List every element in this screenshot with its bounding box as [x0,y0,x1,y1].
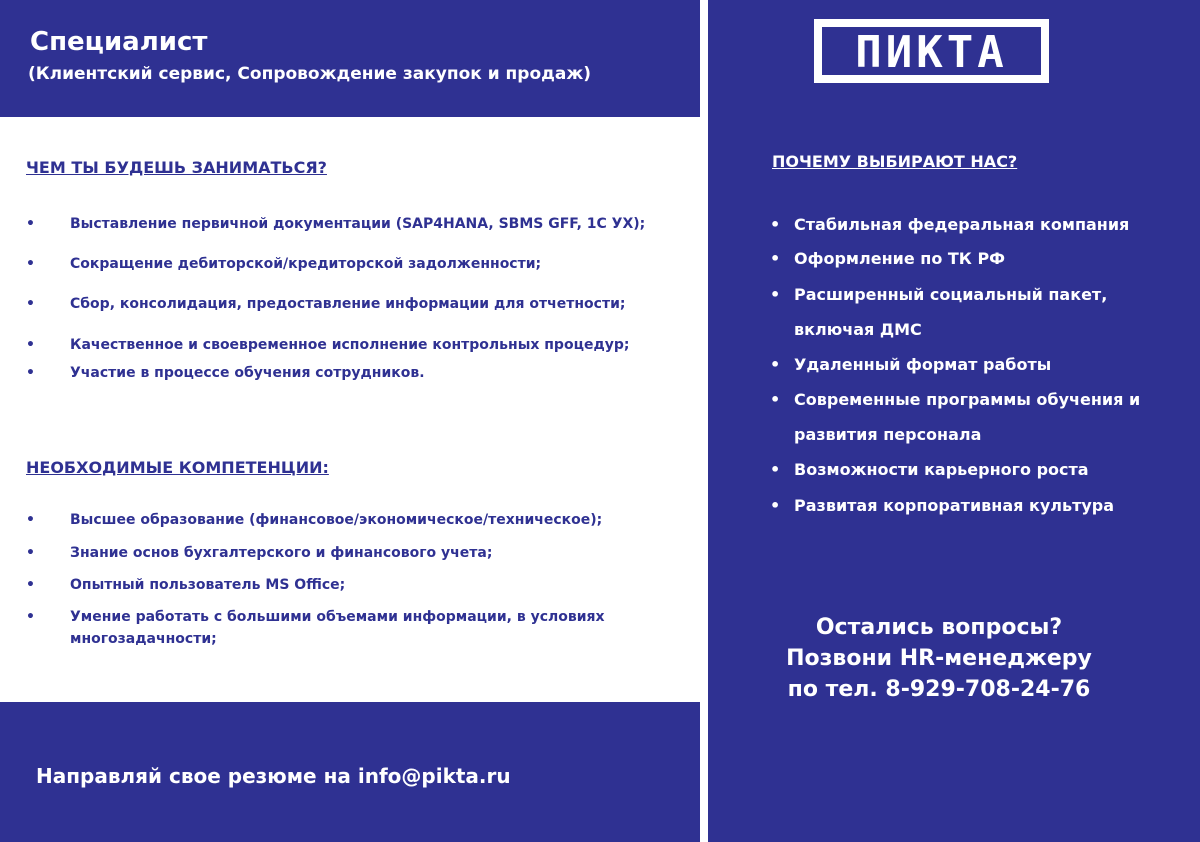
contact-phone: по тел. 8-929-708-24-76 [787,677,1091,702]
bullet-icon: • [26,545,35,561]
list-item-text: Выставление первичной документации (SAP4HANA, SBMS GFF, 1С УХ); [70,216,646,232]
bullet-icon: • [26,337,35,353]
bullet-icon: • [770,249,781,268]
resume-cta: Направляй свое резюме на info@pikta.ru [36,764,511,788]
list-item-text: Участие в процессе обучения сотрудников. [70,365,425,381]
header-banner [0,0,700,117]
bullet-icon: • [26,296,35,312]
column-divider [700,0,708,842]
pikta-logo [814,19,1049,83]
contact-line-2: Позвони HR-менеджеру [786,646,1092,671]
bullet-icon: • [770,285,781,304]
competencies-title: НЕОБХОДИМЫЕ КОМПЕТЕНЦИИ: [26,458,329,477]
list-item-text: Сбор, консолидация, предоставление информации для отчетности; [70,296,626,312]
bullet-icon: • [26,577,35,593]
list-item-text: Качественное и своевременное исполнение контрольных процедур; [70,337,630,353]
benefits-title: ПОЧЕМУ ВЫБИРАЮТ НАС? [772,152,1018,171]
list-item-text: Развитая корпоративная культура [794,496,1115,515]
list-item-text: Высшее образование (финансовое/экономическое/техническое); [70,512,603,528]
bullet-icon: • [26,256,35,272]
bullet-icon: • [26,512,35,528]
bullet-icon: • [26,365,35,381]
bullet-icon: • [770,390,781,409]
bullet-icon: • [770,355,781,374]
contact-line-1: Остались вопросы? [815,615,1063,640]
bullet-icon: • [770,460,781,479]
list-item-text: Умение работать с большими объемами информации, в условиях многозадачности; [70,609,605,647]
list-item-text: Стабильная федеральная компания [794,215,1130,234]
list-item-text: Расширенный социальный пакет, включая ДМС [794,285,1108,339]
bullet-icon: • [26,216,35,232]
footer-banner [0,702,700,842]
contact-block [768,612,1110,705]
list-item-text: Опытный пользователь MS Office; [70,577,346,593]
bullet-icon: • [770,215,781,234]
page-title: Специалист [30,27,208,57]
right-panel [708,0,1200,842]
bullet-icon: • [770,496,781,515]
page-subtitle: (Клиентский сервис, Сопровождение закупок и продаж) [28,64,592,84]
list-item-text: Современные программы обучения и развития персонала [794,390,1141,444]
list-item-text: Удаленный формат работы [794,355,1052,374]
logo-text: ПИКТА [855,27,1008,78]
list-item-text: Возможности карьерного роста [794,460,1089,479]
list-item-text: Оформление по ТК РФ [794,249,1006,268]
list-item-text: Сокращение дебиторской/кредиторской задолженности; [70,256,542,272]
bullet-icon: • [26,609,35,625]
duties-title: ЧЕМ ТЫ БУДЕШЬ ЗАНИМАТЬСЯ? [26,158,327,177]
left-content [0,117,700,702]
list-item-text: Знание основ бухгалтерского и финансового учета; [70,545,493,561]
